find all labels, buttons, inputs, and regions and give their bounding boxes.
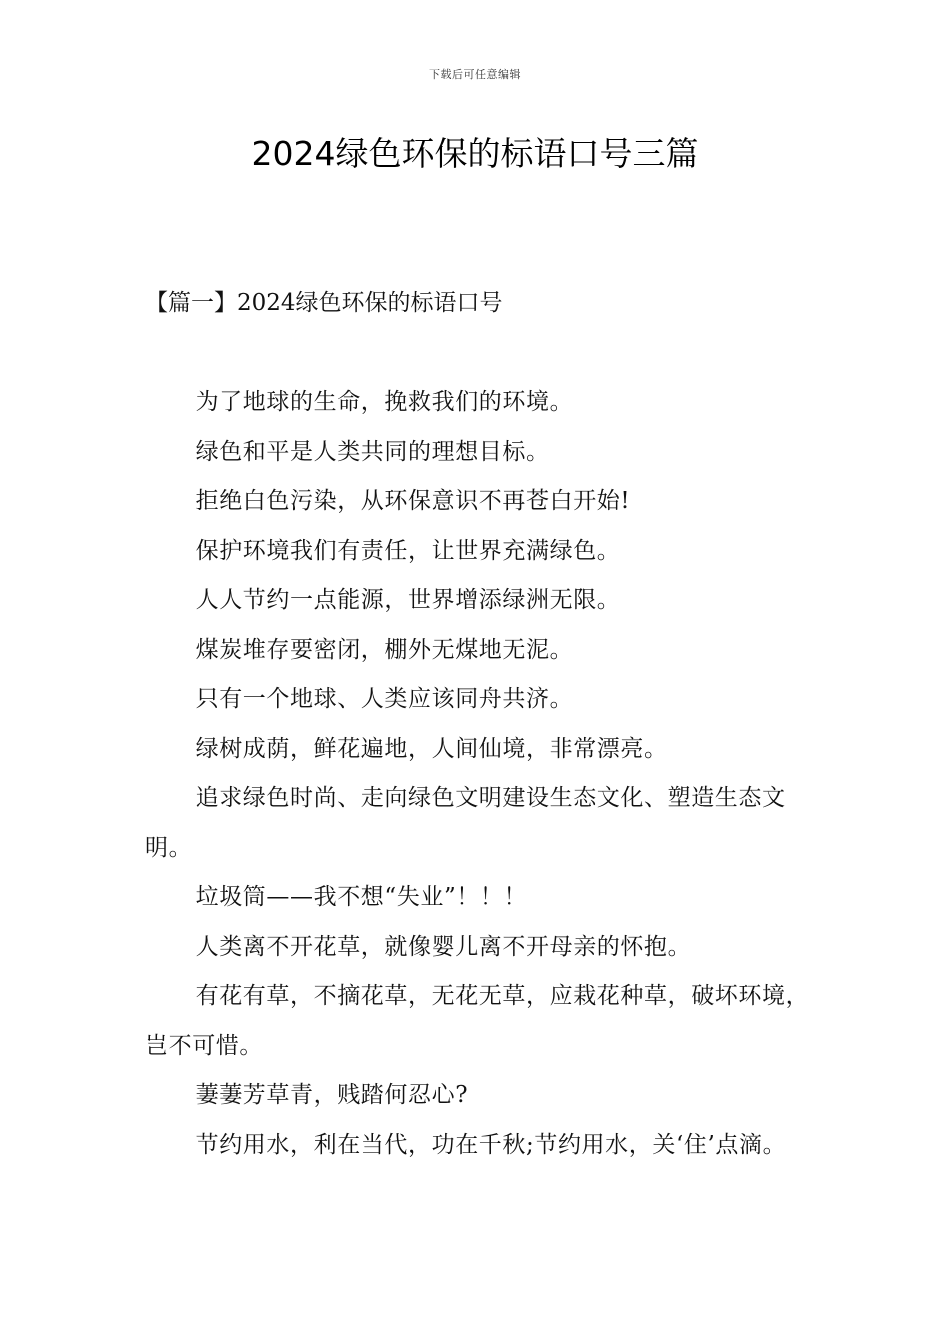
slogan-paragraph: 人类离不开花草，就像婴儿离不开母亲的怀抱。 [195,933,692,960]
slogan-paragraph: 有花有草，不摘花草，无花无草，应栽花种草，破坏环境，岂不可惜。 [145,983,810,1059]
slogan-paragraph: 萋萋芳草青，贱踏何忍心? [195,1082,469,1108]
slogan-list [145,378,815,1170]
slogan-paragraph: 绿树成荫，鲜花遍地，人间仙境，非常漂亮。 [195,735,668,762]
slogan-paragraph: 拒绝白色污染，从环保意识不再苍白开始! [195,488,631,514]
slogan-paragraph: 人人节约一点能源，世界增添绿洲无限。 [195,587,621,613]
slogan-paragraph: 保护环境我们有责任，让世界充满绿色。 [195,537,621,564]
slogan-paragraph: 追求绿色时尚、走向绿色文明建设生态文化、塑造生态文明。 [145,785,786,861]
page-header-note: 下载后可任意编辑 [429,68,521,81]
slogan-paragraph: 为了地球的生命，挽救我们的环境。 [195,389,574,415]
slogan-paragraph: 垃圾筒——我不想“失业”！！！ [195,884,528,910]
document-title: 2024绿色环保的标语口号三篇 [251,134,699,173]
slogan-paragraph: 只有一个地球、人类应该同舟共济。 [195,686,574,712]
slogan-paragraph: 煤炭堆存要密闭，棚外无煤地无泥。 [195,636,574,663]
slogan-paragraph: 绿色和平是人类共同的理想目标。 [195,438,550,465]
slogan-paragraph: 节约用水，利在当代，功在千秋;节约用水，关‘住’点滴。 [195,1131,787,1158]
section-heading: 【篇一】2024绿色环保的标语口号 [145,290,503,316]
